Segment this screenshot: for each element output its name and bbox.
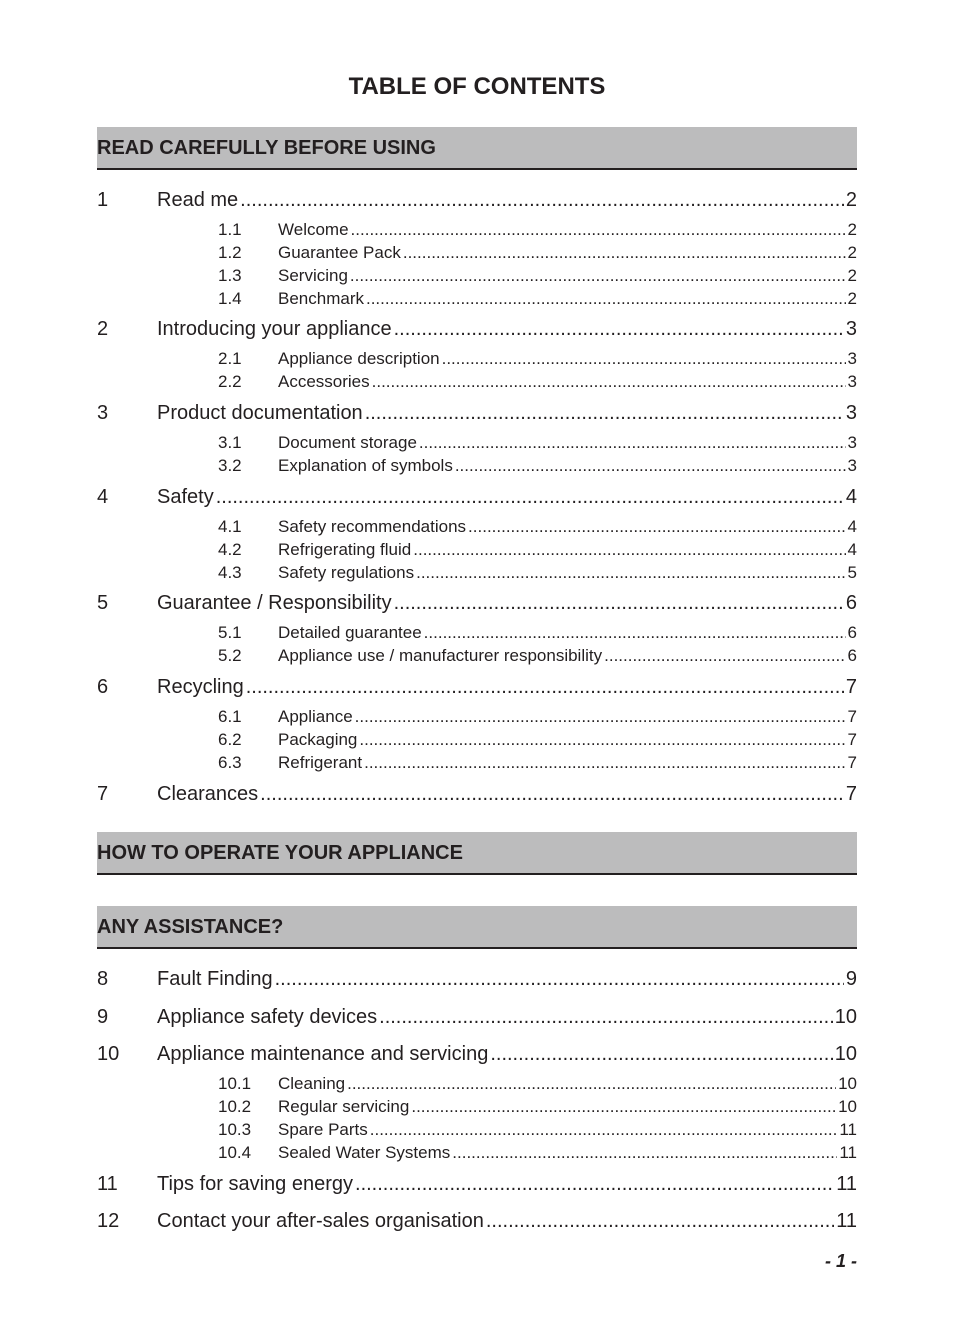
dot-leader: [394, 590, 844, 616]
toc-entry[interactable]: [97, 316, 857, 342]
toc-entry-label: Fault Finding: [157, 968, 273, 990]
dot-leader: [355, 706, 846, 728]
toc-entry-number: 3: [97, 402, 109, 424]
toc-entry-page: 7: [845, 783, 857, 805]
toc-entry-number: 7: [97, 783, 109, 805]
toc-entry-number: 10: [97, 1043, 120, 1065]
toc-entry-number: 3.1: [218, 433, 242, 452]
toc-entry-number: 1.2: [218, 243, 242, 262]
toc-entry-label: Safety regulations: [278, 563, 415, 582]
toc-entry[interactable]: [97, 674, 857, 700]
toc-entry[interactable]: [97, 1208, 857, 1234]
toc-entry-page: 3: [847, 372, 857, 391]
toc-entry-page: 7: [847, 753, 857, 772]
toc-entry-label: Appliance description: [278, 349, 440, 368]
toc-entry-number: 2: [97, 318, 109, 340]
toc-entry-number: 6.3: [218, 753, 242, 772]
dot-leader: [359, 729, 845, 751]
toc-subentry[interactable]: [97, 371, 857, 393]
section-header: ANY ASSISTANCE?: [97, 906, 857, 949]
toc-subentry[interactable]: [97, 1142, 857, 1164]
toc-entry[interactable]: [97, 1004, 857, 1030]
dot-leader: [416, 562, 845, 584]
toc-subentry[interactable]: [97, 242, 857, 264]
toc-entry-page: 3: [845, 318, 857, 340]
dot-leader: [370, 1119, 838, 1141]
toc-entry-number: 10.4: [218, 1143, 252, 1162]
toc-entry-page: 9: [845, 968, 857, 990]
toc-entry-label: Appliance maintenance and servicing: [157, 1043, 489, 1065]
toc-entry[interactable]: [97, 781, 857, 807]
toc-entry[interactable]: [97, 187, 857, 213]
toc-subentry[interactable]: [97, 455, 857, 477]
dot-leader: [216, 484, 844, 510]
toc-entry-number: 10.3: [218, 1120, 252, 1139]
toc-entry-label: Guarantee / Responsibility: [157, 592, 392, 614]
toc-entry-page: 6: [847, 646, 857, 665]
toc-entry-label: Explanation of symbols: [278, 456, 453, 475]
toc-entry-page: 3: [847, 433, 857, 452]
toc-entry-page: 2: [847, 220, 857, 239]
toc-entry-page: 2: [847, 266, 857, 285]
toc-subentry[interactable]: [97, 432, 857, 454]
dot-leader: [455, 455, 846, 477]
toc-entry-number: 1.1: [218, 220, 242, 239]
dot-leader: [419, 432, 846, 454]
toc-entry-page: 6: [845, 592, 857, 614]
dot-leader: [350, 265, 846, 287]
dot-leader: [372, 371, 846, 393]
toc-entry-page: 5: [847, 563, 857, 582]
toc-entry-number: 6.1: [218, 707, 242, 726]
toc-subentry[interactable]: [97, 562, 857, 584]
toc-entry[interactable]: [97, 1171, 857, 1197]
toc-subentry[interactable]: [97, 622, 857, 644]
toc-entry-number: 4.1: [218, 517, 242, 536]
toc-entry-label: Safety: [157, 486, 214, 508]
toc-entry-label: Sealed Water Systems: [278, 1143, 451, 1162]
toc-entry-label: Spare Parts: [278, 1120, 368, 1139]
toc-entry-number: 1: [97, 189, 109, 211]
dot-leader: [486, 1208, 834, 1234]
toc-entry-label: Refrigerating fluid: [278, 540, 412, 559]
toc-entry-number: 11: [97, 1173, 118, 1195]
toc-entry[interactable]: [97, 1041, 857, 1067]
toc-subentry[interactable]: [97, 1073, 857, 1095]
section-header: READ CAREFULLY BEFORE USING: [97, 127, 857, 170]
dot-leader: [275, 966, 844, 992]
toc-subentry[interactable]: [97, 706, 857, 728]
toc-entry-page: 11: [836, 1210, 857, 1232]
toc-entry-label: Read me: [157, 189, 239, 211]
dot-leader: [366, 288, 846, 310]
toc-entry-page: 6: [847, 623, 857, 642]
dot-leader: [604, 645, 845, 667]
toc-entry-number: 3.2: [218, 456, 242, 475]
toc-entry-number: 12: [97, 1210, 120, 1232]
dot-leader: [246, 674, 844, 700]
toc-entry-label: Tips for saving energy: [157, 1173, 354, 1195]
dot-leader: [355, 1171, 834, 1197]
toc-entry[interactable]: [97, 966, 857, 992]
dot-leader: [403, 242, 846, 264]
toc-entry-page: 4: [845, 486, 857, 508]
toc-entry[interactable]: [97, 484, 857, 510]
toc-entry-number: 5.2: [218, 646, 242, 665]
dot-leader: [468, 516, 845, 538]
dot-leader: [240, 187, 844, 213]
dot-leader: [394, 316, 844, 342]
toc-entry-label: Appliance use / manufacturer responsibility: [278, 646, 603, 665]
toc-entry[interactable]: [97, 590, 857, 616]
toc-entry-page: 7: [847, 730, 857, 749]
toc-entry-number: 4.3: [218, 563, 242, 582]
toc-entry-number: 10.2: [218, 1097, 252, 1116]
toc-entry-page: 3: [847, 349, 857, 368]
toc-entry-label: Detailed guarantee: [278, 623, 422, 642]
toc-entry-number: 8: [97, 968, 109, 990]
toc-subentry[interactable]: [97, 265, 857, 287]
dot-leader: [424, 622, 846, 644]
toc-entry-label: Appliance: [278, 707, 353, 726]
toc-entry-number: 4: [97, 486, 109, 508]
toc-entry-number: 10.1: [218, 1074, 252, 1093]
page-title: TABLE OF CONTENTS: [348, 73, 606, 100]
toc-entry-label: Benchmark: [278, 289, 364, 308]
dot-leader: [442, 348, 846, 370]
dot-leader: [490, 1041, 832, 1067]
toc-entry-page: 10: [834, 1043, 857, 1065]
toc-entry-page: 10: [838, 1097, 857, 1116]
toc-entry-page: 3: [845, 402, 857, 424]
toc-entry-page: 2: [845, 189, 857, 211]
toc-subentry[interactable]: [97, 539, 857, 561]
toc-entry-number: 2.1: [218, 349, 242, 368]
toc-entry-label: Safety recommendations: [278, 517, 467, 536]
toc-entry-label: Packaging: [278, 730, 358, 749]
toc-entry[interactable]: [97, 400, 857, 426]
toc-entry-page: 11: [839, 1120, 857, 1139]
toc-entry-label: Clearances: [157, 783, 259, 805]
toc-entry-number: 5: [97, 592, 109, 614]
dot-leader: [347, 1073, 836, 1095]
toc-entry-label: Document storage: [278, 433, 417, 452]
toc-entry-number: 1.4: [218, 289, 242, 308]
toc-subentry[interactable]: [97, 288, 857, 310]
dot-leader: [379, 1004, 833, 1030]
dot-leader: [365, 400, 844, 426]
toc-entry-page: 2: [847, 289, 857, 308]
toc-subentry[interactable]: [97, 729, 857, 751]
toc-entry-page: 11: [839, 1143, 857, 1162]
dot-leader: [452, 1142, 837, 1164]
toc-entry-label: Refrigerant: [278, 753, 363, 772]
toc-entry-page: 3: [847, 456, 857, 475]
toc-entry-number: 4.2: [218, 540, 242, 559]
toc-entry-number: 6.2: [218, 730, 242, 749]
toc-entry-page: 2: [847, 243, 857, 262]
toc-entry-label: Appliance safety devices: [157, 1006, 378, 1028]
toc-entry-number: 2.2: [218, 372, 242, 391]
toc-subentry[interactable]: [97, 348, 857, 370]
dot-leader: [411, 1096, 836, 1118]
dot-leader: [364, 752, 845, 774]
toc-entry-label: Recycling: [157, 676, 244, 698]
toc-entry-page: 7: [845, 676, 857, 698]
toc-entry-label: Regular servicing: [278, 1097, 410, 1116]
toc-entry-number: 6: [97, 676, 109, 698]
toc-entry-label: Contact your after-sales organisation: [157, 1210, 484, 1232]
toc-entry-page: 11: [836, 1173, 857, 1195]
toc-entry-number: 9: [97, 1006, 109, 1028]
toc-subentry[interactable]: [97, 752, 857, 774]
toc-entry-number: 5.1: [218, 623, 242, 642]
toc-entry-page: 10: [838, 1074, 857, 1093]
toc-subentry[interactable]: [97, 1119, 857, 1141]
toc-subentry[interactable]: [97, 219, 857, 241]
toc-entry-number: 1.3: [218, 266, 242, 285]
section-header: HOW TO OPERATE YOUR APPLIANCE: [97, 832, 857, 875]
toc-subentry[interactable]: [97, 1096, 857, 1118]
toc-entry-label: Accessories: [278, 372, 370, 391]
toc-entry-label: Introducing your appliance: [157, 318, 392, 340]
toc-entry-label: Cleaning: [278, 1074, 346, 1093]
dot-leader: [260, 781, 844, 807]
toc-subentry[interactable]: [97, 516, 857, 538]
toc-entry-label: Product documentation: [157, 402, 363, 424]
toc-entry-page: 7: [847, 707, 857, 726]
toc-entry-label: Servicing: [278, 266, 348, 285]
dot-leader: [351, 219, 846, 241]
dot-leader: [413, 539, 845, 561]
page-number: - 1 -: [824, 1251, 857, 1271]
toc-entry-label: Welcome: [278, 220, 349, 239]
toc-entry-page: 4: [847, 540, 857, 559]
toc-entry-page: 4: [847, 517, 857, 536]
toc-entry-page: 10: [834, 1006, 857, 1028]
toc-entry-label: Guarantee Pack: [278, 243, 401, 262]
toc-subentry[interactable]: [97, 645, 857, 667]
